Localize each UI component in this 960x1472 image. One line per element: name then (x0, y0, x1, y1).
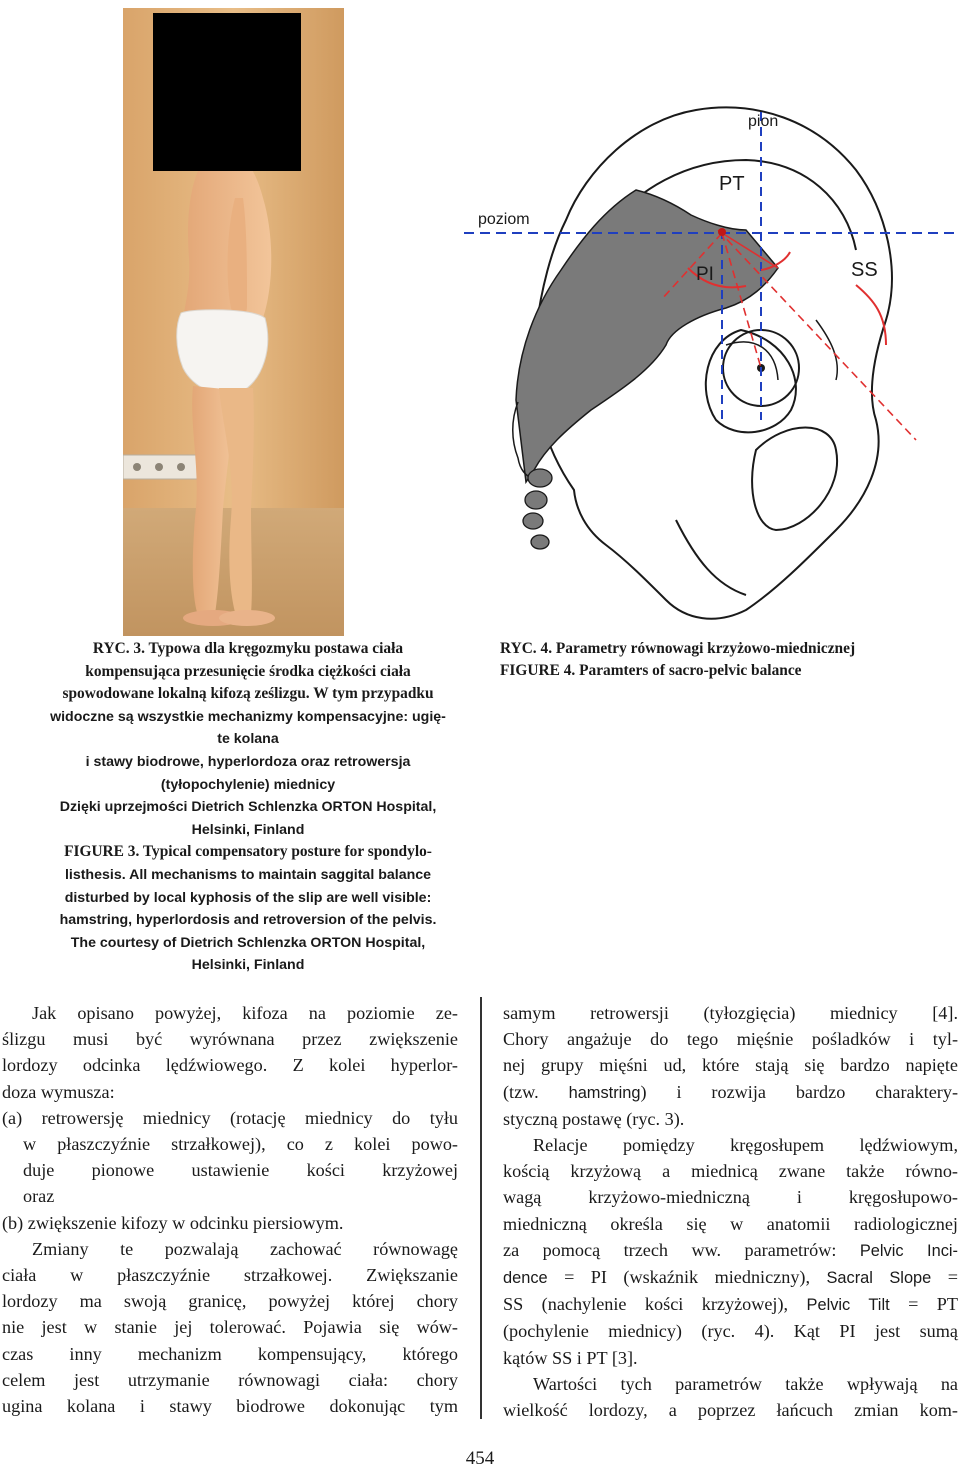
body-text-left-column (2, 1000, 458, 1419)
paragraph-line: ślizgu musi być wyrównana przez zwiększenie (2, 1029, 458, 1050)
text-run: ) i rozwija bardzo charaktery- (640, 1081, 958, 1102)
coccyx-segment (523, 513, 543, 529)
caption-pl-line: (tyłopochylenie) miednicy (160, 776, 336, 793)
label-poziom: poziom (478, 211, 530, 228)
column-divider (480, 997, 482, 1419)
label-pion: pion (748, 113, 779, 130)
list-item-line: (b) zwiększenie kifozy w odcinku piersiowym. (2, 1212, 344, 1233)
body-text-right-column (503, 1000, 958, 1423)
paragraph-line: Jak opisano powyżej, kifoza na poziomie ze- (32, 1003, 458, 1023)
caption-pl-line: i stawy biodrowe, hyperlordoza oraz retrowersja (85, 753, 411, 770)
caption-en-line: hamstring, hyperlordosis and retroversion of the pelvis. (59, 912, 437, 929)
caption-pl-line: widoczne są wszystkie mechanizmy kompensacyjne: ugię- (50, 708, 446, 725)
label-pt: PT (719, 173, 745, 195)
label-ss: SS (851, 259, 878, 281)
paragraph-line (503, 1291, 958, 1318)
paragraph-line: lordozy ma swoją granicę, powyżej której chory (2, 1291, 458, 1312)
paragraph-line: nie jest w stanie jej tolerować. Pojawia się wów- (2, 1317, 458, 1338)
caption-pl-line: Dzięki uprzejmości Dietrich Schlenzka ORTON Hospital, (59, 799, 437, 816)
term-hamstring: hamstring (568, 1083, 641, 1102)
caption-en-line: listhesis. All mechanisms to maintain saggital balance (64, 866, 432, 883)
text-run: = PT (889, 1294, 958, 1315)
text-run: SS (nachylenie kości krzyżowej), (503, 1294, 807, 1315)
coccyx-segment (531, 535, 549, 549)
figure4-caption (500, 638, 960, 682)
caption-pl-line: Helsinki, Finland (191, 821, 305, 838)
text-run: (tzw. (503, 1081, 569, 1102)
paragraph-line: lordozy odcinka lędźwiowego. Z kolei hyperlor- (2, 1055, 458, 1076)
paragraph-line: Wartości tych parametrów także wpływają na (533, 1373, 958, 1394)
paragraph-line: samym retrowersji (tyłozgięcia) miednicy [4]. (503, 1003, 958, 1023)
paragraph-line: ugina kolana i stawy biodrowe dokonując tym (2, 1396, 458, 1417)
paragraph-line: miedniczną określa się w anatomii radiologicznej (503, 1213, 958, 1234)
label-pi: PI (696, 264, 714, 285)
paragraph-line: czas inny mechanizm kompensujący, którego (2, 1343, 458, 1364)
figure4-diagram (456, 90, 960, 628)
caption-pl: RYC. 4. Parametry równowagi krzyżowo-miednicznej (500, 640, 856, 657)
paragraph-line: Zmiany te pozwalają zachować równowagę (32, 1238, 458, 1259)
caption-pl-line: te kolana (217, 731, 279, 748)
caption-pl-line: spowodowane lokalną kifozą ześlizgu. W tym przypadku (62, 685, 434, 703)
caption-en-line: FIGURE 3. Typical compensatory posture for spondylo- (64, 843, 432, 861)
caption-pl-line: RYC. 3. Typowa dla kręgozmyku postawa ciała (92, 640, 404, 657)
paragraph-line: kątów SS i PT [3]. (503, 1347, 638, 1368)
list-item-line: w płaszczyźnie strzałkowej), co z kolei powo- (23, 1134, 458, 1155)
term-incidence: dence (503, 1269, 548, 1288)
page-number: 454 (465, 1448, 495, 1469)
paragraph-line: Chory angażuje do tego mięśnie pośladków i tyl- (503, 1029, 958, 1050)
list-item-line: duje pionowe ustawienie kości krzyżowej (23, 1160, 458, 1181)
paragraph-line: Relacje pomiędzy kręgosłupem lędźwiowym, (533, 1135, 958, 1156)
caption-pl-line: kompensująca przesunięcie środka ciężkości ciała (85, 662, 411, 680)
figure3-caption (15, 638, 481, 977)
paragraph-line: celem jest utrzymanie równowagi ciała: chory (2, 1369, 458, 1390)
paragraph-line: kością krzyżową a miednicą zwane także równo- (503, 1161, 958, 1182)
paragraph-line (503, 1079, 958, 1106)
coccyx-segment (528, 469, 552, 487)
coccyx-segment (525, 491, 547, 509)
caption-en-line: disturbed by local kyphosis of the slip are well visible: (64, 889, 432, 906)
paragraph-line: wielkość lordozy, a poprzez łańcuch zmian kom- (503, 1400, 958, 1421)
caption-en-line: The courtesy of Dietrich Schlenzka ORTON Hospital, (70, 934, 426, 951)
figure3-photo (123, 8, 344, 636)
term-pelvic-incidence: Pelvic Inci- (859, 1241, 958, 1260)
paragraph-line: nej grupy mięśni ud, które stają się bardzo napięte (503, 1055, 958, 1076)
paragraph-line: wagą krzyżowo-miedniczną i kręgosłupowo- (503, 1187, 958, 1208)
term-sacral-slope: Sacral Slope (826, 1269, 932, 1288)
paragraph-line (503, 1264, 958, 1291)
list-item-line: oraz (23, 1186, 55, 1207)
text-run: = (931, 1267, 958, 1288)
caption-en-line: Helsinki, Finland (191, 957, 305, 974)
paragraph-line: (pochylenie miednicy) (ryc. 4). Kąt PI jest sumą (503, 1321, 958, 1342)
paragraph-line: ciała w płaszczyźnie strzałkowej. Zwiększanie (2, 1265, 458, 1286)
paragraph-line (503, 1237, 958, 1264)
text-run: za pomocą trzech ww. parametrów: (503, 1239, 860, 1260)
term-pelvic-tilt: Pelvic Tilt (806, 1296, 890, 1315)
paragraph-line: doza wymusza: (2, 1081, 115, 1102)
caption-en: FIGURE 4. Paramters of sacro-pelvic balance (500, 662, 802, 679)
list-item-line: (a) retrowersję miednicy (rotację miednicy do tyłu (2, 1107, 458, 1128)
paragraph-line: styczną postawę (ryc. 3). (503, 1108, 685, 1129)
text-run: = PI (wskaźnik miedniczny), (547, 1267, 827, 1288)
